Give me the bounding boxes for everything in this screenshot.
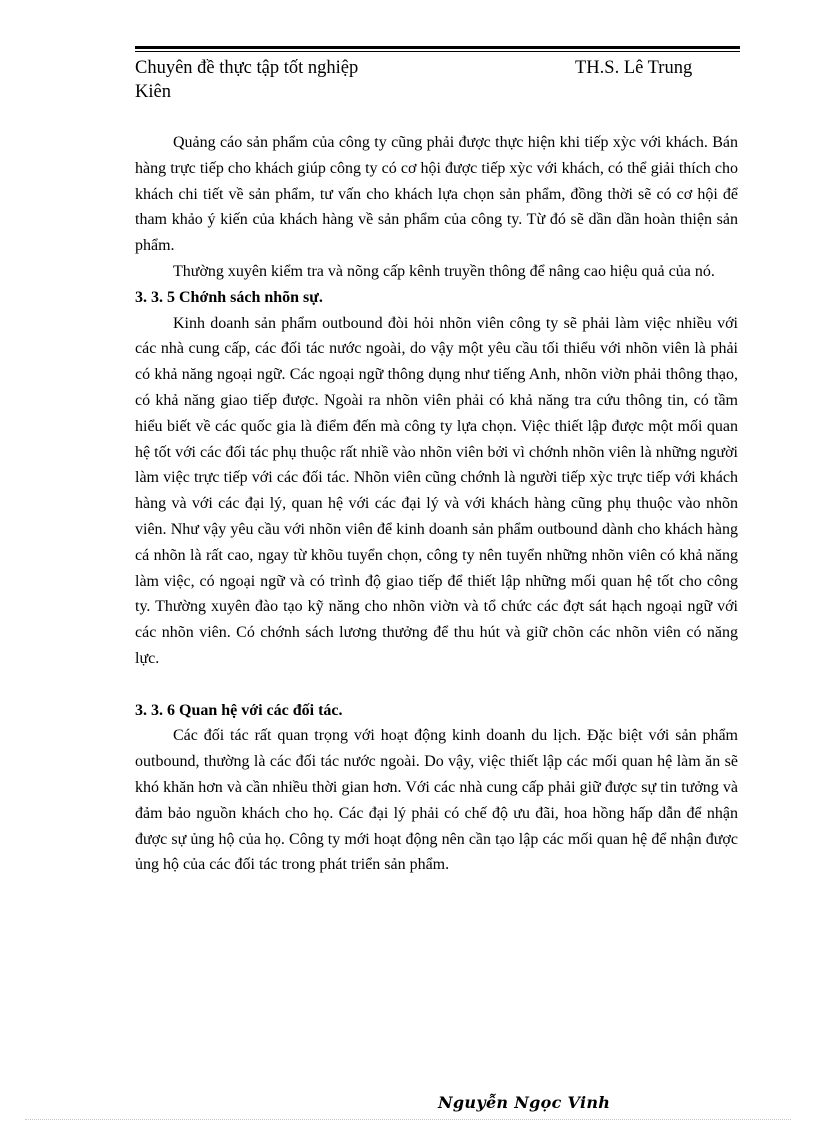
paragraph-channel-upgrade: Thường xuyên kiểm tra và nõng cấp kênh truyền thông để nâng cao hiệu quả của nó. — [173, 262, 715, 280]
paragraph-hr-policy: Kinh doanh sản phẩm outbound đòi hỏi nhõn viên công ty sẽ phải làm việc nhiều với các nhà cung cấp, các đối tác nước ngoài, do vậy một yêu cầu tối thiểu với nhõn viên là phải có khả năng ngoại ngữ. Các ngoại ngữ thông dụng như tiếng Anh, nhõn viờn phải thông thạo, có khả năng giao tiếp được. Ngoài ra nhõn viên phải có khả năng tra cứu thông tin, có tầm hiểu biết về các quốc gia là điểm đến mà công ty lựa chọn. Việc thiết lập được một mối quan hệ tốt với các đối tác phụ thuộc rất nhiề vào nhõn viên bởi vì chớnh nhõn viên là những người làm việc trực tiếp với các đối tác. Nhõn viên cũng chớnh là người tiếp xỳc trực tiếp với khách hàng và với các đại lý, quan hệ với các đại lý và với khách hàng cũng phụ thuộc vào nhõn viên. Như vậy yêu cầu với nhõn viên để kinh doanh sản phẩm outbound dành cho khách hàng cá nhõn là rất cao, ngay từ khõu tuyển chọn, công ty nên tuyển những nhõn viên có khả năng làm việc, có ngoại ngữ và có trình độ giao tiếp để thiết lập những mối quan hệ tốt cho công ty. Thường xuyên đào tạo kỹ năng cho nhõn viờn và tổ chức các đợt sát hạch ngoại ngữ với các nhõn viên. Có chớnh sách lương thưởng để thu hút và giữ chõn các nhõn viên có năng lực. — [135, 314, 738, 667]
header-rule-thin — [135, 51, 740, 52]
paragraph-advertising: Quảng cáo sản phẩm của công ty cũng phải được thực hiện khi tiếp xỳc với khách. Bán hàng trực tiếp cho khách giúp công ty có cơ hội được tiếp xỳc với khách, có thể giải thích cho khách chi tiết về sản phẩm, tư vấn cho khách lựa chọn sản phẩm, đồng thời sẽ có cơ hội để tham khảo ý kiến của khách hàng về sản phẩm của công ty. Từ đó sẽ dần dần hoàn thiện sản phẩm. — [135, 134, 738, 255]
document-body — [135, 130, 738, 878]
header-author: TH.S. Lê Trung — [575, 58, 693, 78]
paragraph-gap — [135, 672, 738, 698]
header-rule-thick — [135, 46, 740, 49]
footer-signature: Nguyễn Ngọc Vinh — [438, 1093, 611, 1112]
paragraph-partners: Các đối tác rất quan trọng với hoạt động kinh doanh du lịch. Đặc biệt với sản phẩm outbound, thường là các đối tác nước ngoài. Do vậy, việc thiết lập các mối quan hệ làm ăn sẽ khó khăn hơn và cần nhiều thời gian hơn. Với các nhà cung cấp phải giữ được sự tin tưởng và đảm bảo nguồn khách cho họ. Các đại lý phải có chế độ ưu đãi, hoa hồng hấp dẫn để nhận được sự ủng hộ của họ. Công ty mới hoạt động nên cần tạo lập các mối quan hệ để nhận được ủng hộ của các đối tác trong phát triển sản phẩm. — [135, 727, 738, 874]
section-heading-hr-policy: 3. 3. 5 Chớnh sách nhõn sự. — [135, 288, 323, 306]
header-author-wrap: Kiên — [135, 82, 171, 102]
header-title: Chuyên đề thực tập tốt nghiệp — [135, 58, 359, 78]
footer-rule — [25, 1119, 791, 1120]
section-heading-partners: 3. 3. 6 Quan hệ với các đối tác. — [135, 701, 343, 719]
